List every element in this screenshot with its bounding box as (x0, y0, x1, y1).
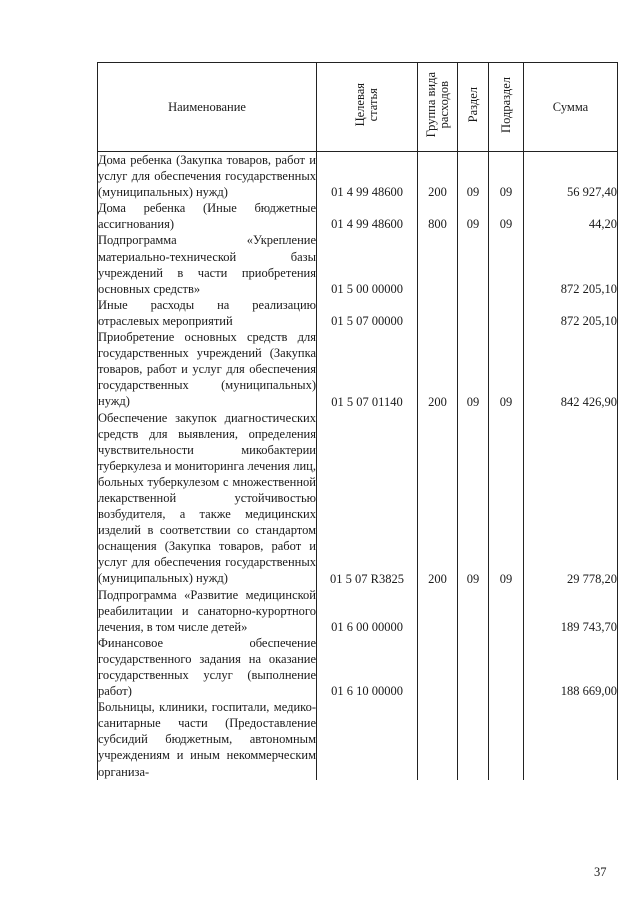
row-name: Больницы, клиники, госпитали, медико-санитарные части (Предоставление субсидий бюджетным, автономным учреждениям и иным некоммерческим организа- (98, 700, 316, 779)
row-subsection: 09 (489, 410, 524, 587)
row-name: Дома ребенка (Иные бюджетные ассигнования) (98, 201, 316, 232)
column-header-group (418, 63, 458, 152)
row-name: Подпрограмма «Развитие медицинской реабилитации и санаторно-курортного лечения, в том числе детей» (98, 587, 316, 634)
row-subsection (489, 635, 524, 699)
row-group: 800 (418, 200, 458, 232)
budget-table (97, 62, 618, 780)
table-row (98, 200, 618, 232)
table-row (98, 232, 618, 296)
row-name: Обеспечение закупок диагностических средств для выявления, определения чувствительности микобактерии туберкулеза и мониторинга лечения лиц, больных туберкулезом с множественной лекарственной устойчивостью возбудителя, а также медицинских изделий в соответствии со стандартом оснащения (Закупка товаров, работ и услуг для обеспечения государственных (муниципальных) нужд) (98, 410, 316, 586)
row-group (418, 232, 458, 296)
column-header-name: Наименование (98, 63, 317, 152)
column-header-target (317, 63, 418, 152)
row-group (418, 587, 458, 635)
row-name: Дома ребенка (Закупка товаров, работ и услуг для обеспечения государственных (муниципальных) нужд) (98, 153, 316, 200)
row-target: 01 5 07 R3825 (317, 410, 418, 587)
table-row (98, 699, 618, 779)
row-sum: 872 205,10 (524, 232, 618, 296)
row-section: 09 (458, 200, 489, 232)
row-name: Подпрограмма «Укрепление материально-технической базы учреждений в части приобретения основных средств» (98, 233, 316, 296)
column-header-subsection (489, 63, 524, 152)
table-row (98, 587, 618, 635)
row-group (418, 297, 458, 329)
row-section (458, 699, 489, 779)
row-target: 01 5 00 00000 (317, 232, 418, 296)
page-number: 37 (594, 865, 607, 879)
row-group: 200 (418, 410, 458, 587)
row-group (418, 699, 458, 779)
row-sum (524, 699, 618, 779)
row-section: 09 (458, 410, 489, 587)
row-name: Приобретение основных средств для государственных учреждений (Закупка товаров, работ и услуг для обеспечения государственных (муниципальных) нужд) (98, 330, 316, 409)
table-header-row (98, 63, 618, 152)
column-header-target-label: Целевая статья (353, 83, 380, 127)
row-sum: 56 927,40 (524, 152, 618, 201)
row-group: 200 (418, 329, 458, 409)
row-target: 01 5 07 00000 (317, 297, 418, 329)
row-target: 01 6 10 00000 (317, 635, 418, 699)
row-subsection (489, 587, 524, 635)
row-subsection: 09 (489, 152, 524, 201)
row-sum: 188 669,00 (524, 635, 618, 699)
row-subsection (489, 297, 524, 329)
table-row (98, 329, 618, 409)
row-section (458, 635, 489, 699)
row-target: 01 6 00 00000 (317, 587, 418, 635)
row-section: 09 (458, 152, 489, 201)
row-target: 01 4 99 48600 (317, 152, 418, 201)
row-target: 01 5 07 01140 (317, 329, 418, 409)
row-target (317, 699, 418, 779)
column-header-subsection-label: Подраздел (498, 77, 513, 133)
row-name: Финансовое обеспечение государственного задания на оказание государственных услуг (выполнение работ) (98, 635, 316, 699)
row-section: 09 (458, 329, 489, 409)
row-subsection (489, 699, 524, 779)
row-name: Иные расходы на реализацию отраслевых мероприятий (98, 297, 316, 328)
row-subsection: 09 (489, 200, 524, 232)
row-group: 200 (418, 152, 458, 201)
table-row (98, 410, 618, 587)
column-header-section-label: Раздел (465, 87, 480, 123)
row-section (458, 297, 489, 329)
column-header-sum: Сумма (524, 63, 618, 152)
row-sum: 872 205,10 (524, 297, 618, 329)
row-section (458, 587, 489, 635)
row-subsection (489, 232, 524, 296)
table-row (98, 635, 618, 699)
row-target: 01 4 99 48600 (317, 200, 418, 232)
row-sum: 189 743,70 (524, 587, 618, 635)
table-row (98, 297, 618, 329)
row-section (458, 232, 489, 296)
row-subsection: 09 (489, 329, 524, 409)
row-sum: 29 778,20 (524, 410, 618, 587)
column-header-section (458, 63, 489, 152)
row-sum: 842 426,90 (524, 329, 618, 409)
column-header-group-label: Группа вида расходов (423, 72, 451, 138)
row-sum: 44,20 (524, 200, 618, 232)
table-row (98, 152, 618, 201)
row-group (418, 635, 458, 699)
